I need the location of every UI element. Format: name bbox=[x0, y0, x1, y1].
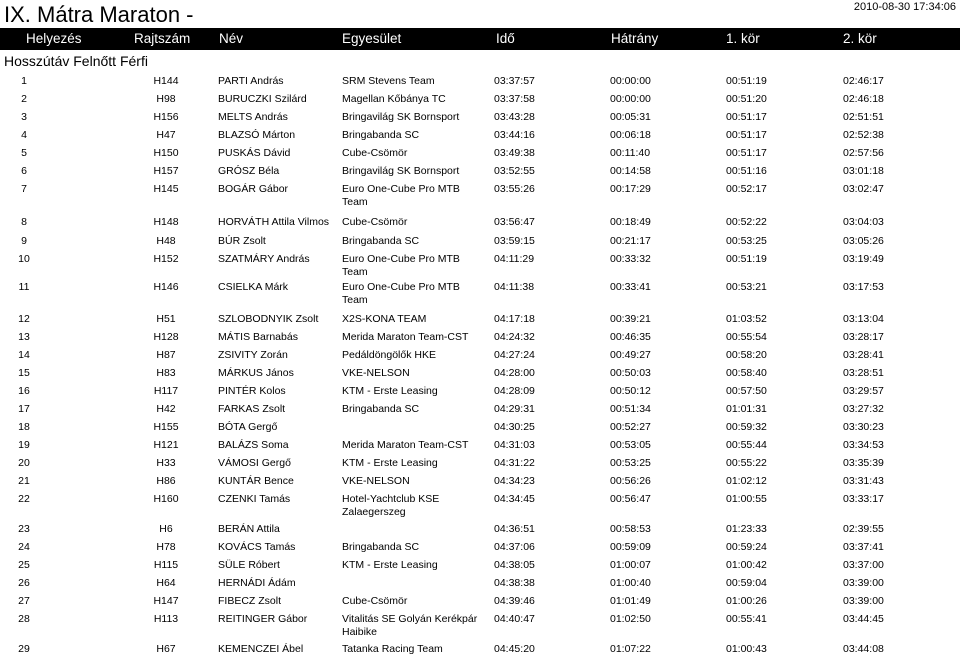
cell-bib: H86 bbox=[156, 475, 176, 487]
cell-time: 04:11:29 bbox=[494, 253, 535, 265]
cell-lap1: 01:01:31 bbox=[726, 403, 767, 415]
cell-time: 04:24:32 bbox=[494, 331, 535, 343]
cell-name: SZATMÁRY András bbox=[218, 253, 310, 265]
table-header bbox=[0, 28, 960, 50]
cell-rank: 6 bbox=[21, 165, 27, 177]
cell-name: MÁRKUS János bbox=[218, 367, 294, 379]
cell-club: Bringavilág SK Bornsport bbox=[342, 165, 460, 177]
header-kor1: 1. kör bbox=[726, 31, 760, 46]
cell-gap: 00:50:12 bbox=[610, 385, 651, 397]
cell-name: BURUCZKI Szilárd bbox=[218, 93, 307, 105]
header-egyesulet: Egyesület bbox=[342, 31, 402, 46]
cell-gap: 01:02:50 bbox=[610, 613, 651, 625]
cell-name: KUNTÁR Bence bbox=[218, 475, 294, 487]
cell-club: Bringabanda SC bbox=[342, 403, 420, 415]
cell-lap2: 03:01:18 bbox=[843, 165, 884, 177]
cell-gap: 00:21:17 bbox=[610, 235, 651, 247]
cell-time: 03:56:47 bbox=[494, 216, 535, 228]
cell-lap2: 03:39:00 bbox=[843, 577, 884, 589]
cell-time: 03:59:15 bbox=[494, 235, 535, 247]
cell-lap1: 00:55:41 bbox=[726, 613, 767, 625]
cell-club: KTM - Erste Leasing bbox=[342, 385, 438, 397]
cell-bib: H117 bbox=[153, 385, 179, 397]
cell-gap: 00:33:32 bbox=[610, 253, 651, 265]
cell-rank: 15 bbox=[18, 367, 30, 379]
cell-gap: 00:56:47 bbox=[610, 493, 651, 505]
cell-bib: H48 bbox=[156, 235, 176, 247]
cell-time: 04:38:38 bbox=[494, 577, 535, 589]
cell-bib: H87 bbox=[156, 349, 176, 361]
cell-lap2: 03:13:04 bbox=[843, 313, 884, 325]
cell-bib: H128 bbox=[153, 331, 179, 343]
cell-name: BLAZSÓ Márton bbox=[218, 129, 296, 141]
cell-club: Pedáldöngölők HKE bbox=[342, 349, 436, 361]
header-ido: Idő bbox=[496, 31, 515, 46]
cell-bib: H42 bbox=[156, 403, 176, 415]
cell-rank: 13 bbox=[18, 331, 30, 343]
cell-rank: 18 bbox=[18, 421, 30, 433]
cell-rank: 28 bbox=[18, 613, 30, 625]
cell-club: KTM - Erste Leasing bbox=[342, 559, 438, 571]
cell-club: X2S-KONA TEAM bbox=[342, 313, 427, 325]
cell-gap: 00:56:26 bbox=[610, 475, 651, 487]
cell-lap1: 01:00:26 bbox=[726, 595, 767, 607]
cell-bib: H64 bbox=[156, 577, 176, 589]
cell-club: Euro One-Cube Pro MTB Team bbox=[342, 281, 460, 306]
cell-lap1: 00:53:25 bbox=[726, 235, 767, 247]
cell-name: SZLOBODNYIK Zsolt bbox=[218, 313, 319, 325]
cell-gap: 00:51:34 bbox=[610, 403, 651, 415]
header-kor2: 2. kör bbox=[843, 31, 877, 46]
cell-gap: 00:39:21 bbox=[610, 313, 651, 325]
cell-rank: 7 bbox=[21, 183, 27, 195]
cell-club: Bringabanda SC bbox=[342, 129, 420, 141]
page-title: IX. Mátra Maraton - bbox=[4, 2, 194, 27]
cell-time: 03:37:58 bbox=[494, 93, 535, 105]
cell-bib: H51 bbox=[156, 313, 176, 325]
cell-gap: 00:05:31 bbox=[610, 111, 651, 123]
cell-name: PINTÉR Kolos bbox=[218, 385, 286, 397]
cell-lap1: 01:02:12 bbox=[726, 475, 767, 487]
cell-time: 04:34:45 bbox=[494, 493, 535, 505]
cell-rank: 25 bbox=[18, 559, 30, 571]
cell-rank: 22 bbox=[18, 493, 30, 505]
cell-gap: 00:46:35 bbox=[610, 331, 651, 343]
cell-lap2: 02:52:38 bbox=[843, 129, 884, 141]
cell-name: CSIELKA Márk bbox=[218, 281, 289, 293]
cell-time: 04:29:31 bbox=[494, 403, 535, 415]
cell-gap: 00:00:00 bbox=[610, 93, 651, 105]
cell-time: 04:45:20 bbox=[494, 643, 535, 655]
cell-lap2: 03:28:51 bbox=[843, 367, 884, 379]
cell-bib: H147 bbox=[153, 595, 179, 607]
cell-lap2: 03:33:17 bbox=[843, 493, 884, 505]
cell-club: VKE-NELSON bbox=[342, 367, 410, 379]
cell-lap1: 00:55:22 bbox=[726, 457, 767, 469]
cell-lap1: 01:03:52 bbox=[726, 313, 767, 325]
cell-rank: 23 bbox=[18, 523, 30, 535]
cell-lap2: 02:51:51 bbox=[843, 111, 884, 123]
cell-gap: 00:14:58 bbox=[610, 165, 651, 177]
cell-lap2: 03:29:57 bbox=[843, 385, 884, 397]
cell-rank: 4 bbox=[21, 129, 27, 141]
category-label: Hosszútáv Felnőtt Férfi bbox=[4, 53, 148, 69]
cell-rank: 19 bbox=[18, 439, 30, 451]
cell-name: FARKAS Zsolt bbox=[218, 403, 286, 415]
cell-time: 03:55:26 bbox=[494, 183, 535, 195]
cell-gap: 00:52:27 bbox=[610, 421, 651, 433]
cell-rank: 29 bbox=[18, 643, 30, 655]
cell-rank: 8 bbox=[21, 216, 27, 228]
cell-bib: H156 bbox=[153, 111, 179, 123]
cell-club: SRM Stevens Team bbox=[342, 75, 435, 87]
cell-rank: 5 bbox=[21, 147, 27, 159]
cell-club: Hotel-Yachtclub KSE Zalaegerszeg bbox=[342, 493, 440, 518]
cell-rank: 10 bbox=[18, 253, 30, 265]
cell-lap1: 00:55:44 bbox=[726, 439, 767, 451]
cell-name: BÓTA Gergő bbox=[218, 421, 278, 433]
cell-lap1: 00:57:50 bbox=[726, 385, 767, 397]
cell-lap1: 01:00:43 bbox=[726, 643, 767, 655]
cell-time: 04:37:06 bbox=[494, 541, 535, 553]
cell-time: 04:39:46 bbox=[494, 595, 535, 607]
cell-bib: H67 bbox=[156, 643, 176, 655]
cell-bib: H6 bbox=[159, 523, 173, 535]
cell-name: HERNÁDI Ádám bbox=[218, 577, 296, 589]
cell-gap: 01:07:22 bbox=[610, 643, 651, 655]
cell-time: 04:31:22 bbox=[494, 457, 535, 469]
cell-club: Bringabanda SC bbox=[342, 235, 420, 247]
cell-time: 03:44:16 bbox=[494, 129, 535, 141]
cell-lap2: 03:19:49 bbox=[843, 253, 884, 265]
cell-lap1: 01:00:42 bbox=[726, 559, 767, 571]
cell-name: PUSKÁS Dávid bbox=[218, 147, 291, 159]
cell-time: 04:36:51 bbox=[494, 523, 535, 535]
cell-time: 04:34:23 bbox=[494, 475, 535, 487]
cell-name: FIBECZ Zsolt bbox=[218, 595, 282, 607]
cell-club: Magellan Kőbánya TC bbox=[342, 93, 446, 105]
cell-time: 04:11:38 bbox=[494, 281, 535, 293]
cell-bib: H121 bbox=[153, 439, 179, 451]
cell-name: MÁTIS Barnabás bbox=[218, 331, 298, 343]
cell-lap2: 02:57:56 bbox=[843, 147, 884, 159]
cell-lap1: 00:59:04 bbox=[726, 577, 767, 589]
cell-gap: 01:00:40 bbox=[610, 577, 651, 589]
cell-time: 03:43:28 bbox=[494, 111, 535, 123]
cell-name: KOVÁCS Tamás bbox=[218, 541, 296, 553]
cell-bib: H83 bbox=[156, 367, 176, 379]
cell-club: Merida Maraton Team-CST bbox=[342, 331, 469, 343]
cell-lap2: 03:34:53 bbox=[843, 439, 884, 451]
cell-gap: 00:58:53 bbox=[610, 523, 651, 535]
cell-lap2: 02:39:55 bbox=[843, 523, 884, 535]
cell-rank: 1 bbox=[21, 75, 27, 87]
cell-bib: H145 bbox=[153, 183, 179, 195]
cell-name: BOGÁR Gábor bbox=[218, 183, 289, 195]
cell-rank: 16 bbox=[18, 385, 30, 397]
cell-lap1: 00:51:19 bbox=[726, 75, 767, 87]
cell-rank: 17 bbox=[18, 403, 30, 415]
cell-name: REITINGER Gábor bbox=[218, 613, 308, 625]
cell-name: HORVÁTH Attila Vilmos bbox=[218, 216, 330, 228]
cell-name: MELTS András bbox=[218, 111, 288, 123]
cell-lap2: 03:37:41 bbox=[843, 541, 884, 553]
header-hatrany: Hátrány bbox=[611, 31, 659, 46]
cell-name: VÁMOSI Gergő bbox=[218, 457, 291, 469]
cell-club: Merida Maraton Team-CST bbox=[342, 439, 469, 451]
cell-lap1: 00:59:32 bbox=[726, 421, 767, 433]
cell-club: Cube-Csömör bbox=[342, 595, 408, 607]
cell-bib: H155 bbox=[153, 421, 179, 433]
cell-gap: 00:53:25 bbox=[610, 457, 651, 469]
cell-rank: 2 bbox=[21, 93, 27, 105]
cell-lap1: 00:51:17 bbox=[726, 111, 767, 123]
cell-bib: H160 bbox=[153, 493, 179, 505]
cell-lap1: 00:51:17 bbox=[726, 129, 767, 141]
cell-time: 03:49:38 bbox=[494, 147, 535, 159]
cell-lap2: 03:31:43 bbox=[843, 475, 884, 487]
cell-lap1: 01:23:33 bbox=[726, 523, 767, 535]
cell-bib: H78 bbox=[156, 541, 176, 553]
cell-bib: H150 bbox=[153, 147, 179, 159]
cell-club: Cube-Csömör bbox=[342, 147, 408, 159]
cell-time: 04:38:05 bbox=[494, 559, 535, 571]
cell-rank: 14 bbox=[18, 349, 30, 361]
cell-rank: 21 bbox=[18, 475, 30, 487]
cell-club: KTM - Erste Leasing bbox=[342, 457, 438, 469]
cell-club: Bringavilág SK Bornsport bbox=[342, 111, 460, 123]
cell-time: 04:30:25 bbox=[494, 421, 535, 433]
cell-club: VKE-NELSON bbox=[342, 475, 410, 487]
cell-bib: H33 bbox=[156, 457, 176, 469]
cell-time: 04:31:03 bbox=[494, 439, 535, 451]
cell-lap2: 03:27:32 bbox=[843, 403, 884, 415]
cell-lap1: 00:52:22 bbox=[726, 216, 767, 228]
cell-name: PARTI András bbox=[218, 75, 284, 87]
cell-bib: H157 bbox=[153, 165, 179, 177]
cell-rank: 3 bbox=[21, 111, 27, 123]
header-helyezes: Helyezés bbox=[26, 31, 82, 46]
cell-gap: 00:49:27 bbox=[610, 349, 651, 361]
cell-time: 04:28:00 bbox=[494, 367, 535, 379]
cell-rank: 9 bbox=[21, 235, 27, 247]
cell-gap: 00:50:03 bbox=[610, 367, 651, 379]
cell-gap: 00:59:09 bbox=[610, 541, 651, 553]
cell-lap1: 00:51:17 bbox=[726, 147, 767, 159]
cell-gap: 00:11:40 bbox=[610, 147, 651, 159]
cell-time: 04:17:18 bbox=[494, 313, 535, 325]
cell-lap1: 00:59:24 bbox=[726, 541, 767, 553]
cell-name: SÜLE Róbert bbox=[218, 559, 280, 571]
cell-name: ZSIVITY Zorán bbox=[218, 349, 288, 361]
cell-bib: H115 bbox=[153, 559, 179, 571]
cell-club: Tatanka Racing Team bbox=[342, 643, 443, 655]
cell-rank: 26 bbox=[18, 577, 30, 589]
cell-name: BÚR Zsolt bbox=[218, 235, 266, 247]
cell-time: 04:27:24 bbox=[494, 349, 535, 361]
cell-lap2: 03:39:00 bbox=[843, 595, 884, 607]
cell-club: Euro One-Cube Pro MTB Team bbox=[342, 183, 460, 208]
cell-lap2: 03:28:17 bbox=[843, 331, 884, 343]
cell-lap2: 03:44:08 bbox=[843, 643, 884, 655]
cell-name: GRÓSZ Béla bbox=[218, 165, 280, 177]
cell-lap2: 03:44:45 bbox=[843, 613, 884, 625]
cell-lap1: 00:51:19 bbox=[726, 253, 767, 265]
cell-name: BALÁZS Soma bbox=[218, 439, 289, 451]
cell-lap2: 02:46:17 bbox=[843, 75, 884, 87]
header-nev: Név bbox=[219, 31, 244, 46]
cell-gap: 00:17:29 bbox=[610, 183, 651, 195]
cell-lap1: 00:51:20 bbox=[726, 93, 767, 105]
cell-bib: H113 bbox=[153, 613, 179, 625]
cell-lap2: 03:05:26 bbox=[843, 235, 884, 247]
cell-time: 04:28:09 bbox=[494, 385, 535, 397]
cell-lap2: 02:46:18 bbox=[843, 93, 884, 105]
cell-lap2: 03:17:53 bbox=[843, 281, 884, 293]
cell-rank: 20 bbox=[18, 457, 30, 469]
cell-lap2: 03:28:41 bbox=[843, 349, 884, 361]
cell-lap1: 00:55:54 bbox=[726, 331, 767, 343]
cell-bib: H146 bbox=[153, 281, 179, 293]
cell-lap1: 00:52:17 bbox=[726, 183, 767, 195]
cell-time: 04:40:47 bbox=[494, 613, 535, 625]
cell-name: BERÁN Attila bbox=[218, 523, 280, 535]
cell-lap1: 00:58:20 bbox=[726, 349, 767, 361]
cell-gap: 01:01:49 bbox=[610, 595, 651, 607]
cell-gap: 00:06:18 bbox=[610, 129, 651, 141]
cell-lap1: 00:53:21 bbox=[726, 281, 767, 293]
cell-club: Vitalitás SE Golyán Kerékpár Haibike bbox=[342, 613, 478, 638]
cell-rank: 24 bbox=[18, 541, 30, 553]
cell-gap: 01:00:07 bbox=[610, 559, 651, 571]
cell-lap2: 03:04:03 bbox=[843, 216, 884, 228]
cell-bib: H98 bbox=[156, 93, 176, 105]
cell-gap: 00:18:49 bbox=[610, 216, 651, 228]
cell-lap2: 03:30:23 bbox=[843, 421, 884, 433]
header-rajtszam: Rajtszám bbox=[134, 31, 191, 46]
cell-club: Euro One-Cube Pro MTB Team bbox=[342, 253, 460, 278]
cell-club: Cube-Csömör bbox=[342, 216, 408, 228]
cell-gap: 00:33:41 bbox=[610, 281, 651, 293]
cell-bib: H152 bbox=[153, 253, 179, 265]
cell-lap1: 00:58:40 bbox=[726, 367, 767, 379]
cell-rank: 11 bbox=[18, 281, 30, 293]
cell-name: KEMENCZEI Ábel bbox=[218, 643, 304, 655]
cell-lap2: 03:35:39 bbox=[843, 457, 884, 469]
cell-gap: 00:00:00 bbox=[610, 75, 651, 87]
cell-bib: H148 bbox=[153, 216, 179, 228]
cell-name: CZENKI Tamás bbox=[218, 493, 291, 505]
cell-bib: H144 bbox=[153, 75, 179, 87]
cell-time: 03:37:57 bbox=[494, 75, 535, 87]
cell-lap2: 03:02:47 bbox=[843, 183, 884, 195]
cell-club: Bringabanda SC bbox=[342, 541, 420, 553]
cell-lap1: 01:00:55 bbox=[726, 493, 767, 505]
timestamp: 2010-08-30 17:34:06 bbox=[853, 1, 956, 13]
cell-lap2: 03:37:00 bbox=[843, 559, 884, 571]
cell-lap1: 00:51:16 bbox=[726, 165, 767, 177]
cell-time: 03:52:55 bbox=[494, 165, 535, 177]
cell-rank: 12 bbox=[18, 313, 30, 325]
cell-rank: 27 bbox=[18, 595, 30, 607]
cell-gap: 00:53:05 bbox=[610, 439, 651, 451]
cell-bib: H47 bbox=[156, 129, 176, 141]
